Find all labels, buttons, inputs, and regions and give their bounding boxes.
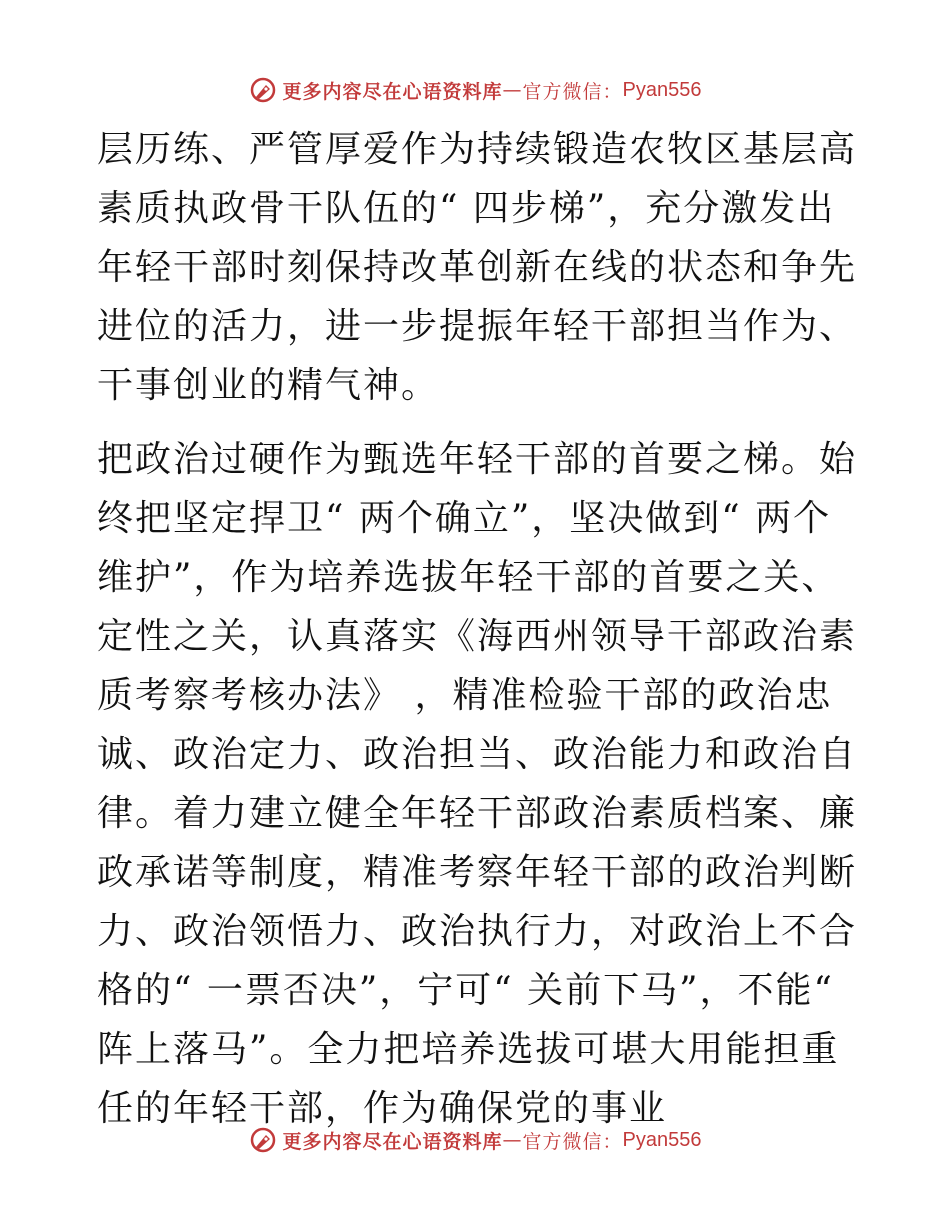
document-body: [97, 120, 857, 1138]
paragraph-1: 层历练、严管厚爱作为持续锻造农牧区基层高素质执政骨干队伍的“ 四步梯”，充分激发出年轻干部时刻保持改革创新在线的状态和争先进位的活力，进一步提振年轻干部担当作为、干事创业的精气神。: [97, 129, 858, 406]
footer-site-text: 更多内容尽在心语资料库: [282, 1130, 503, 1153]
header-wechat-id: Pyan556: [622, 78, 702, 101]
header-separator: —: [502, 79, 523, 101]
pen-nib-circle-icon: [249, 1126, 277, 1154]
footer-watermark: [0, 1122, 950, 1158]
header-site-text: 更多内容尽在心语资料库: [282, 80, 503, 103]
header-watermark: [0, 72, 950, 108]
footer-official-text: 官方微信：: [522, 1130, 623, 1153]
footer-wechat-id: Pyan556: [622, 1128, 702, 1151]
pen-nib-circle-icon: [249, 76, 277, 104]
header-official-text: 官方微信：: [522, 80, 623, 103]
paragraph-2: 把政治过硬作为甄选年轻干部的首要之梯。始终把坚定捍卫“ 两个确立”，坚决做到“ 两个维护”，作为培养选拔年轻干部的首要之关、定性之关，认真落实《海西州领导干部政治素质考察考核办法》 ，精准检验干部的政治忠诚、政治定力、政治担当、政治能力和政治自律。着力建立健全年轻干部政治素质档案、廉政承诺等制度，精准考察年轻干部的政治判断力、政治领悟力、政治执行力，对政治上不合格的“ 一票否决”，宁可“ 关前下马”，不能“ 阵上落马”。全力把培养选拔可堪大用能担重任的年轻干部，作为确保党的事业: [97, 439, 858, 1129]
footer-separator: —: [502, 1129, 523, 1151]
